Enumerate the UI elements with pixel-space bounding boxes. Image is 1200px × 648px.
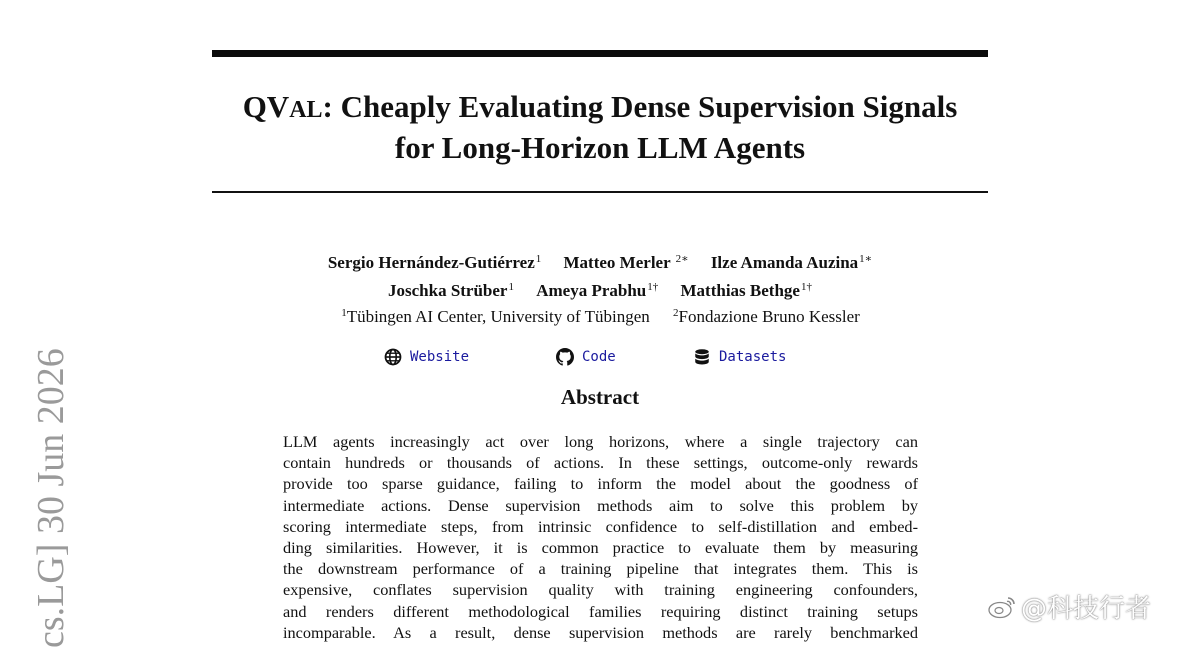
author: Sergio Hernández-Gutiérrez$^1$ — [327, 253, 542, 272]
github-icon — [556, 348, 574, 366]
abstract-line: incomparable. As a result, dense supervision methods are rarely benchmarked — [283, 622, 918, 642]
author-list — [200, 247, 1000, 303]
watermark-text: @科技行者 — [1021, 594, 1152, 624]
website-link-label: Website — [410, 349, 470, 365]
abstract-text — [283, 431, 918, 643]
website-link[interactable] — [384, 348, 469, 366]
datasets-link[interactable] — [693, 348, 786, 366]
title-rule — [212, 191, 988, 193]
datasets-link-label: Datasets — [719, 349, 787, 365]
abstract-line: scoring intermediate steps, from intrinsic confidence to self-distillation and embed- — [283, 516, 918, 536]
author: Joschka Strüber$^1$ — [388, 281, 514, 300]
arxiv-side-stamp: cs.LG] 30 Jun 2026 — [30, 348, 72, 648]
source-watermark — [987, 588, 1151, 625]
abstract-line: ding similarities. However, it is common practice to evaluate them by measuring — [283, 538, 918, 558]
resource-links — [0, 348, 1200, 370]
title-line-2: for Long-Horizon LLM Agents — [394, 130, 806, 165]
weibo-icon — [987, 594, 1017, 620]
abstract-line: contain hundreds or thousands of actions. In these settings, outcome-only rewards — [283, 453, 918, 473]
abstract-line: intermediate actions. Dense supervision methods aim to solve this problem by — [283, 495, 918, 515]
author: Ilze Amanda Auzina$^{1∗}$ — [710, 253, 873, 272]
affiliations — [200, 301, 1000, 329]
top-rule — [212, 50, 988, 57]
database-icon — [693, 348, 711, 366]
paper-title — [200, 88, 1000, 167]
abstract-line: LLM agents increasingly act over long horizons, where a single trajectory can — [283, 432, 918, 451]
title-line-1: QVAL: Cheaply Evaluating Dense Supervision Signals — [242, 89, 958, 124]
author: Ameya Prabhu$^{1\dagger}$ — [536, 281, 659, 300]
author-row-2 — [200, 275, 1000, 303]
author-row-1 — [200, 247, 1000, 275]
abstract-line: the downstream performance of a training pipeline that integrates them. This is — [283, 559, 918, 579]
abstract-heading: Abstract — [560, 385, 640, 409]
affiliation: $^1$Tübingen AI Center, University of Tübingen — [341, 307, 650, 326]
code-link[interactable] — [556, 348, 616, 366]
author: Matthias Bethge$^{1\dagger}$ — [680, 281, 812, 300]
abstract-line: and renders different methodological families requiring distinct training setups — [283, 601, 918, 621]
affiliation: $^2$Fondazione Bruno Kessler — [673, 307, 860, 326]
abstract-line: provide too sparse guidance, failing to inform the model about the goodness of — [283, 474, 918, 494]
abstract-line: expensive, conflates supervision quality with training engineering confounders, — [283, 580, 918, 600]
globe-icon — [384, 348, 402, 366]
code-link-label: Code — [582, 349, 616, 365]
author: Matteo Merler $^{2∗}$ — [563, 253, 689, 272]
